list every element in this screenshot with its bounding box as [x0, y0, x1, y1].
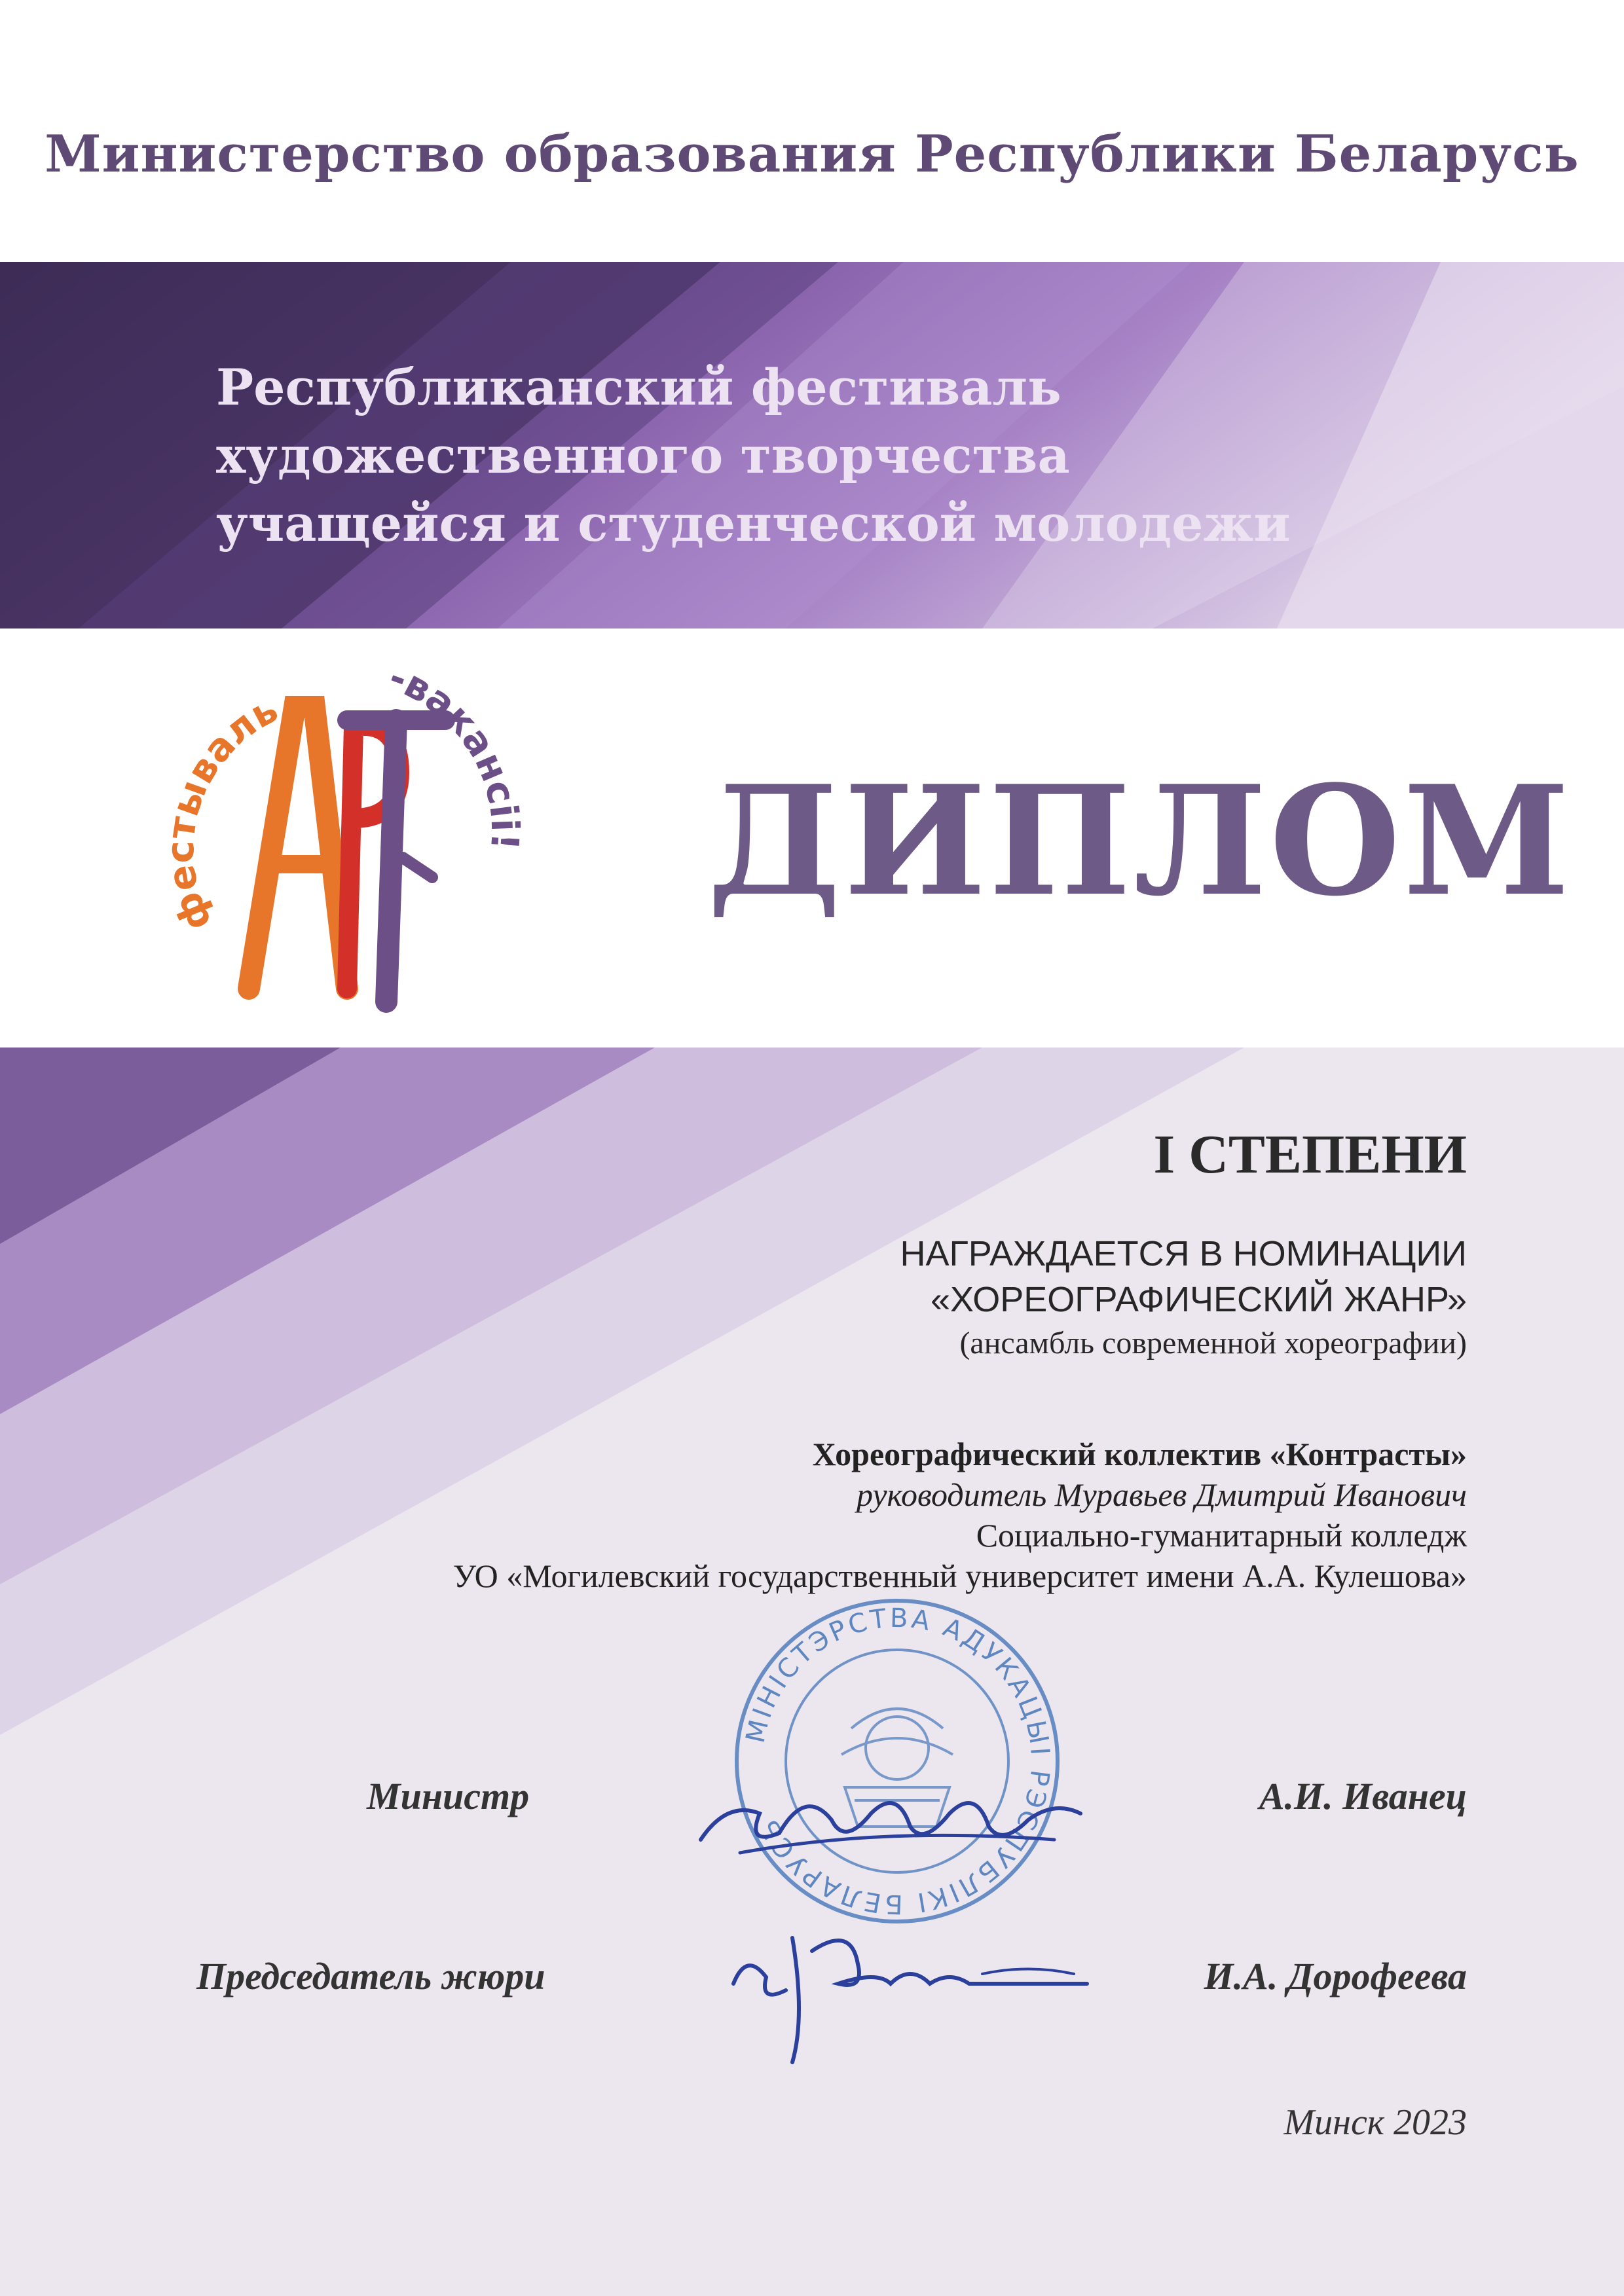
signature-name-jury: И.А. Дорофеева — [1204, 1955, 1467, 1997]
festival-title — [216, 354, 1329, 558]
diploma-degree: I СТЕПЕНИ — [1153, 1124, 1467, 1185]
signature-name-minister: А.И. Иванец — [1259, 1775, 1467, 1817]
nomination-block — [900, 1231, 1467, 1364]
seal-text: МІНІСТЭРСТВА АДУКАЦЫІ РЭСПУБЛІКІ БЕЛАРУСЬ — [740, 1603, 1056, 1920]
nomination-subtitle: (ансамбль современной хореографии) — [959, 1326, 1467, 1360]
nomination-line-1: НАГРАЖДАЕТСЯ В НОМИНАЦИИ — [900, 1234, 1467, 1273]
signature-role-minister: Министр — [367, 1775, 530, 1817]
recipient-block — [92, 1434, 1467, 1596]
recipient-name: Хореографический коллектив «Контрасты» — [812, 1436, 1467, 1472]
festival-line-3: учащейся и студенческой молодежи — [216, 494, 1291, 553]
art-vakansii-festival-logo — [151, 648, 544, 1041]
jury-chair-handwritten-signature — [720, 1912, 1113, 2069]
place-and-year: Минск 2023 — [1283, 2102, 1467, 2143]
festival-line-2: художественного творчества — [216, 426, 1070, 484]
signature-role-jury: Председатель жюри — [196, 1955, 545, 1997]
recipient-college: Социально-гуманитарный колледж — [976, 1517, 1467, 1554]
recipient-leader: руководитель Муравьев Дмитрий Иванович — [856, 1476, 1467, 1513]
diploma-title: ДИПЛОМ — [707, 753, 1573, 930]
ministry-header: Министерство образования Республики Беларусь — [45, 124, 1579, 184]
minister-handwritten-signature — [688, 1761, 1094, 1872]
festival-line-1: Республиканский фестиваль — [216, 358, 1061, 416]
recipient-university: УО «Могилевский государственный университет имени А.А. Кулешова» — [452, 1558, 1467, 1594]
nomination-line-2: «ХОРЕОГРАФИЧЕСКИЙ ЖАНР» — [930, 1280, 1467, 1319]
logo-arc-right: -вакансii! — [383, 654, 528, 852]
logo-arc-top: фестываль — [158, 686, 286, 938]
